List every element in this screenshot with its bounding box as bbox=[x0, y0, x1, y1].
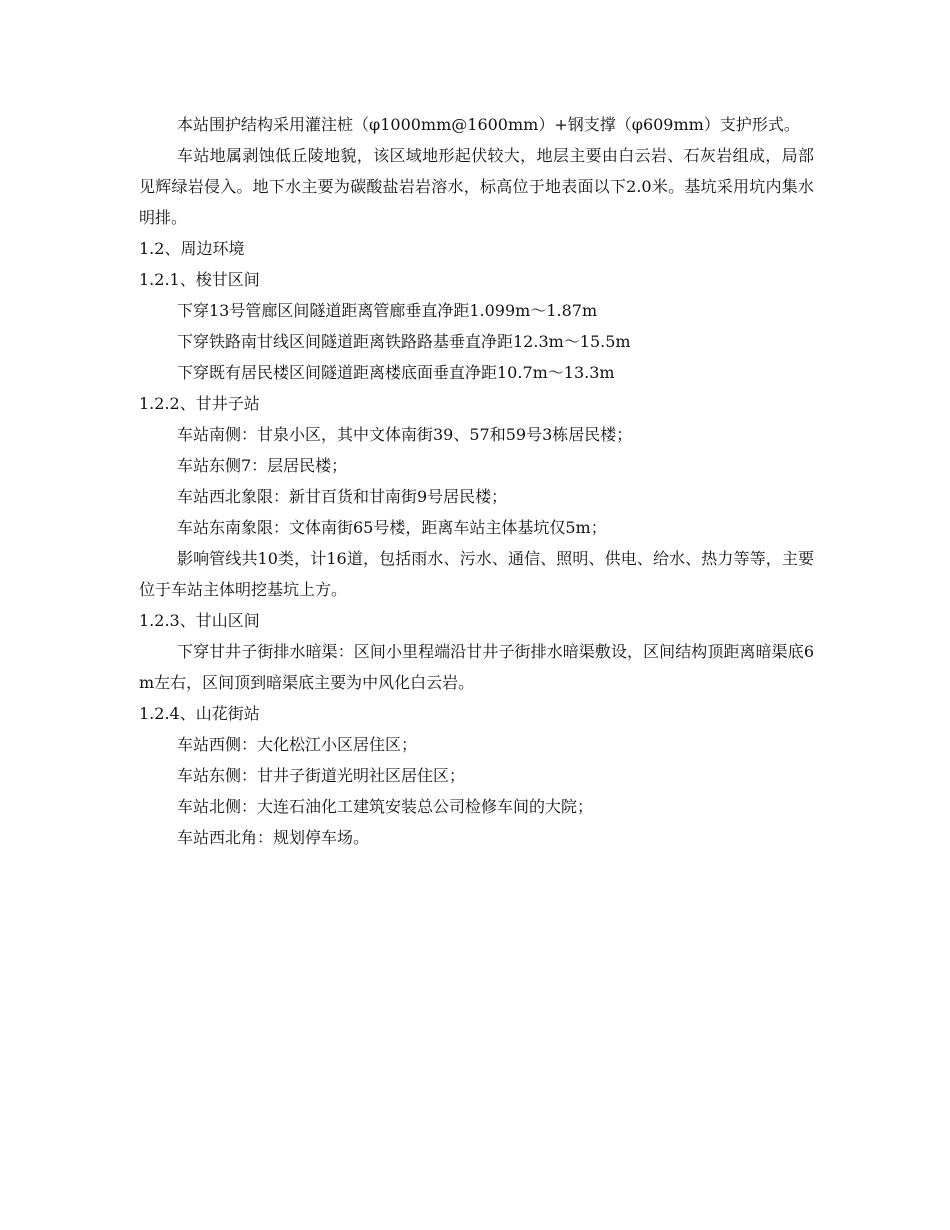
paragraph-geology: 车站地属剥蚀低丘陵地貌，该区域地形起伏较大，地层主要由白云岩、石灰岩组成，局部见辉绿岩侵入。地下水主要为碳酸盐岩岩溶水，标高位于地表面以下2.0米。基坑采用坑内集水明排。 bbox=[139, 146, 814, 227]
paragraph-station-northwest: 车站西北象限：新甘百货和甘南街9号居民楼； bbox=[177, 487, 508, 506]
paragraph-residential: 下穿既有居民楼区间隧道距离楼底面垂直净距10.7m～13.3m bbox=[177, 363, 615, 382]
paragraph-shanhua-west: 车站西侧：大化松江小区居住区； bbox=[177, 735, 418, 754]
paragraph-station-south: 车站南侧：甘泉小区，其中文体南街39、57和59号3栋居民楼； bbox=[177, 425, 633, 444]
heading-ganshan-section: 1.2.3、甘山区间 bbox=[139, 611, 260, 630]
paragraph-shanhua-north: 车站北侧：大连石油化工建筑安装总公司检修车间的大院； bbox=[177, 797, 594, 816]
heading-surroundings: 1.2、周边环境 bbox=[139, 239, 245, 258]
paragraph-shanhua-northwest: 车站西北角：规划停车场。 bbox=[177, 828, 370, 847]
heading-shanhuajie-station: 1.2.4、山花街站 bbox=[139, 704, 260, 723]
paragraph-drainage-culvert: 下穿甘井子街排水暗渠：区间小里程端沿甘井子街排水暗渠敷设，区间结构顶距离暗渠底6m左右，区间顶到暗渠底主要为中风化白云岩。 bbox=[139, 642, 814, 692]
document-page bbox=[139, 109, 814, 853]
paragraph-retaining-structure: 本站围护结构采用灌注桩（φ1000mm@1600mm）+钢支撑（φ609mm）支护形式。 bbox=[177, 115, 800, 134]
paragraph-station-southeast: 车站东南象限：文体南街65号楼，距离车站主体基坑仅5m； bbox=[177, 518, 607, 537]
paragraph-station-east: 车站东侧7：层居民楼； bbox=[177, 456, 348, 475]
paragraph-pipelines: 影响管线共10类，计16道，包括雨水、污水、通信、照明、供电、给水、热力等等，主要位于车站主体明挖基坑上方。 bbox=[139, 549, 814, 599]
paragraph-pipe-gallery: 下穿13号管廊区间隧道距离管廊垂直净距1.099m～1.87m bbox=[177, 301, 598, 320]
paragraph-railway: 下穿铁路南甘线区间隧道距离铁路路基垂直净距12.3m～15.5m bbox=[177, 332, 631, 351]
heading-suogan-section: 1.2.1、梭甘区间 bbox=[139, 270, 260, 289]
paragraph-shanhua-east: 车站东侧：甘井子街道光明社区居住区； bbox=[177, 766, 466, 785]
heading-ganjingzi-station: 1.2.2、甘井子站 bbox=[139, 394, 260, 413]
